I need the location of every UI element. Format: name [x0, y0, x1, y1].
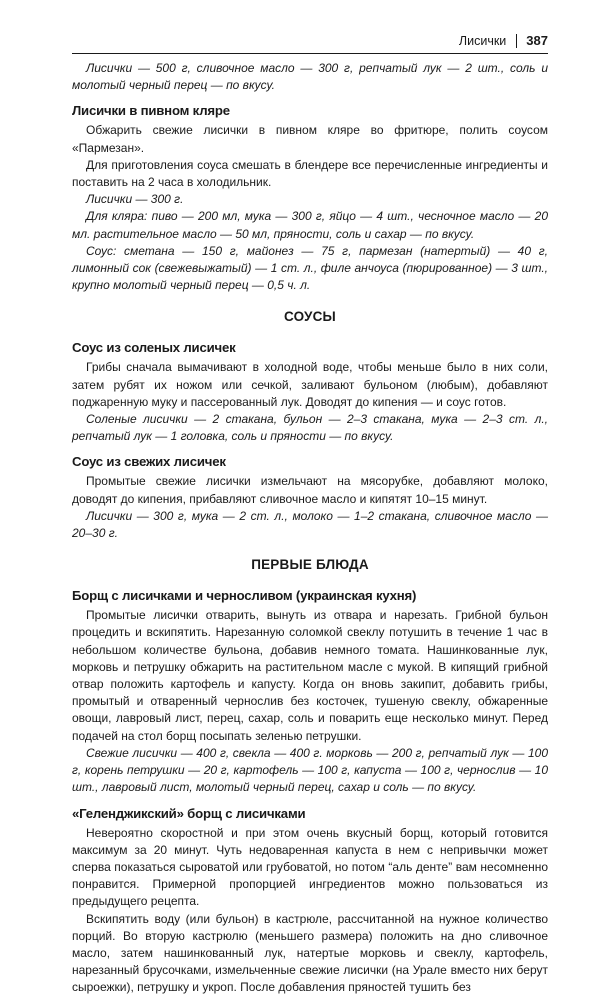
header-rule: [72, 53, 548, 54]
recipe-step: Грибы сначала вымачивают в холодной воде, чтобы меньше было в них соли, затем рубят их ножом или сечкой, заливают бульоном (любым), добавляют поджаренную муку и пассерованный лук. Доводят до кипения — и соус готов.: [72, 360, 548, 409]
ingredients-paragraph: Для кляра: пиво — 200 мл, мука — 300 г, яйцо — 4 шт., чесночное масло — 20 мл. растительное масло — 50 мл, пряности, соль и сахар — по вкусу.: [72, 209, 548, 241]
page-number: 387: [526, 33, 548, 48]
recipe-title: Соус из соленых лисичек: [72, 340, 236, 356]
recipe-step: Вскипятить воду (или бульон) в кастрюле, рассчитанной на нужное количество порций. Во вторую кастрюлю (меньшего размера) положить на дно сливочное масло, затем нашинкованный лук, натертые морковь и свеклу, картофель, нарезанный брусочками, измельченные свежие лисички (на Урале вместо них берут сыроежки), петрушку и укроп. После добавления пряностей тушить без: [72, 911, 548, 995]
ingredients-paragraph: Лисички — 500 г, сливочное масло — 300 г, репчатый лук — 2 шт., соль и молотый черный перец — по вкусу.: [72, 61, 548, 93]
recipe-title: Борщ с лисичками и черносливом (украинская кухня): [72, 588, 417, 604]
ingredients-paragraph: Соленые лисички — 2 стакана, бульон — 2–3 стакана, мука — 2–3 ст. л., репчатый лук — 1 головка, соль и пряности — по вкусу.: [72, 412, 548, 444]
section-heading: СОУСЫ: [284, 309, 336, 325]
ingredients-paragraph: Соус: сметана — 150 г, майонез — 75 г, пармезан (натертый) — 40 г, лимонный сок (свежевыжатый) — 1 ст. л., филе анчоуса (пюрированное) — 3 шт., крупно молотый черный перец — 0,5 ч. л.: [72, 243, 548, 293]
running-head: [459, 33, 548, 48]
recipe-title: «Геленджикский» борщ с лисичками: [72, 805, 306, 821]
recipe-step: Промытые свежие лисички измельчают на мясорубке, добавляют молоко, доводят до кипения, прибавляют сливочное масло и кипятят 10–15 минут.: [72, 474, 548, 506]
recipe-title: Лисички в пивном кляре: [72, 103, 230, 119]
ingredients-paragraph: Лисички — 300 г, мука — 2 ст. л., молоко — 1–2 стакана, сливочное масло — 20–30 г.: [72, 508, 548, 541]
ingredients-paragraph: Лисички — 300 г.: [86, 192, 184, 207]
recipe-step: Обжарить свежие лисички в пивном кляре во фритюре, полить соусом «Пармезан».: [72, 123, 548, 155]
section-heading: ПЕРВЫЕ БЛЮДА: [251, 557, 369, 573]
recipe-title: Соус из свежих лисичек: [72, 454, 226, 470]
recipe-step: Для приготовления соуса смешать в блендере все перечисленные ингредиенты и поставить на 2 часа в холодильник.: [72, 157, 548, 190]
page-content: [72, 60, 548, 997]
recipe-step: Промытые лисички отварить, вынуть из отвара и нарезать. Грибной бульон процедить и вскипятить. Нарезанную соломкой свеклу потушить в течение 1 час в небольшом количестве бульона, добавив немного томата. Нашинкованные лук, морковь и петрушку обжарить на растительном масле с мукой. В кипящий грибной отвар положить картофель и капусту. Когда он вновь закипит, добавить грибы, промытый и отваренный чернослив без косточек, тушеную свеклу, обжаренные овощи, лавровый лист, перец, сахар, соль и поварить еще несколько минут. Перед подачей на стол борщ посыпать зеленью петрушки.: [72, 608, 548, 743]
running-head-divider: [516, 34, 517, 48]
running-head-section: Лисички: [458, 33, 507, 48]
recipe-step: Невероятно скоростной и при этом очень вкусный борщ, который готовится максимум за 20 минут. Чуть недоваренная капуста в нем с непривычки может сперва показаться сыроватой или грубоватой, но потом “аль денте” вам несомненно понравится. Примерной пропорцией ингредиентов можно пользоваться из предыдущего рецепта.: [72, 825, 548, 909]
ingredients-paragraph: Свежие лисички — 400 г, свекла — 400 г. морковь — 200 г, репчатый лук — 100 г, корень петрушки — 20 г, картофель — 100 г, капуста — 100 г, чернослив — 10 шт., лавровый лист, молотый черный перец, сахар и соль — по вкусу.: [72, 745, 548, 795]
